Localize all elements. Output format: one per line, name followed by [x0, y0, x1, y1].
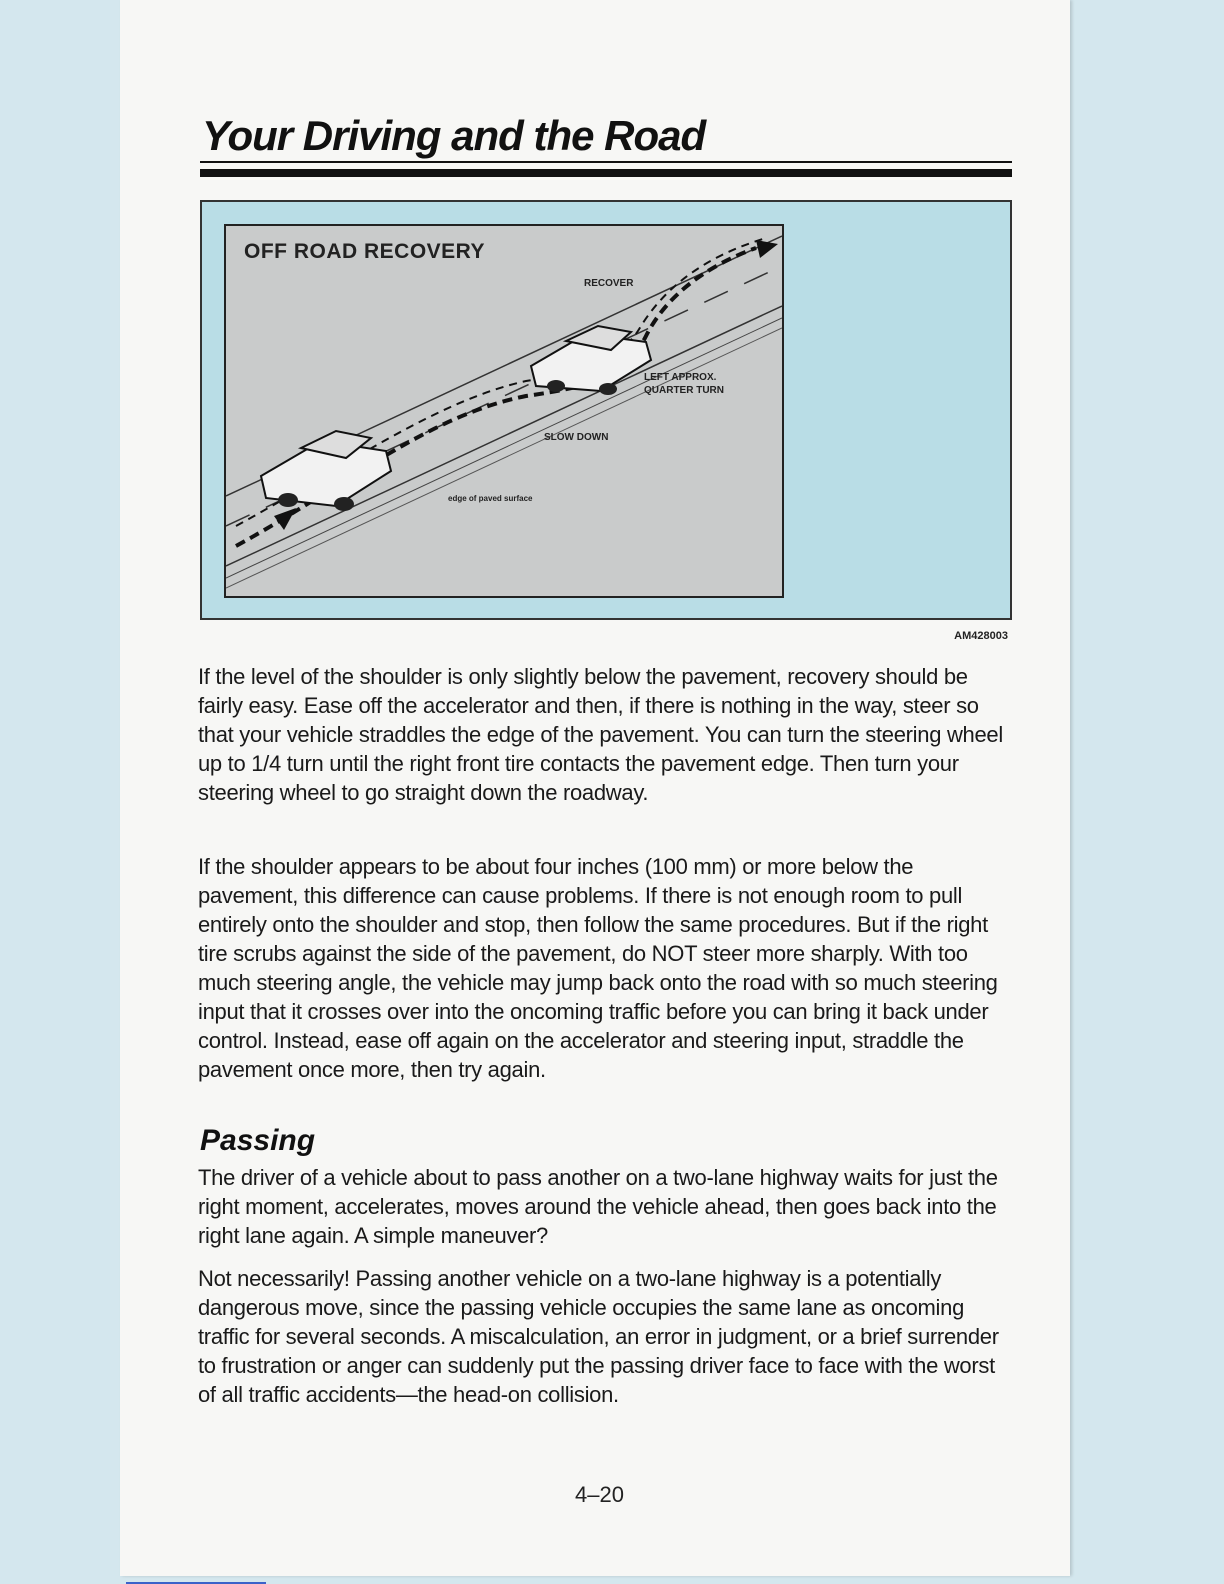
paragraph-passing-danger: Not necessarily! Passing another vehicle on a two-lane highway is a potentially dangerous move, since the passing vehicle occupies the same lane as oncoming traffic for several seconds. A miscalculation, an error in judgment, or a brief surrender to frustration or anger can suddenly put the passing driver face to face with the worst of all traffic accidents—the head-on collision. — [198, 1266, 999, 1407]
paragraph-shoulder-slight: If the level of the shoulder is only slightly below the pavement, recovery should be fairly easy. Ease off the accelerator and then, if there is nothing in the way, steer so that your vehicle straddles the edge of the pavement. You can turn the steering wheel up to 1/4 turn until the right front tire contacts the pavement edge. Then turn your steering wheel to go straight down the roadway. — [198, 664, 1003, 805]
label-edge-of-paved-surface: edge of paved surface — [448, 494, 533, 503]
title-rule-thin — [200, 161, 1012, 163]
off-road-recovery-figure — [200, 200, 1012, 620]
recover-arrowhead — [756, 240, 778, 258]
pavement-edge-line — [226, 306, 782, 566]
car-lower — [261, 431, 391, 511]
title-rule-thick — [200, 169, 1012, 177]
section-heading-passing: Passing — [200, 1124, 316, 1157]
start-arrowhead — [274, 508, 296, 530]
paragraph-passing-intro: The driver of a vehicle about to pass another on a two-lane highway waits for just the right moment, accelerates, moves around the vehicle ahead, then goes back into the right lane again. A simple maneuver? — [198, 1165, 998, 1248]
figure-heading: OFF ROAD RECOVERY — [244, 240, 486, 263]
paragraph-shoulder-deep: If the shoulder appears to be about four inches (100 mm) or more below the pavement, this difference can cause problems. If there is not enough room to pull entirely onto the shoulder and stop, then follow the same procedures. But if the right tire scrubs against the side of the pavement, do NOT steer more sharply. With too much steering angle, the vehicle may jump back onto the road with so much steering input that it crosses over into the oncoming traffic before you can bring it back under control. Instead, ease off again on the accelerator and steering input, straddle the pavement once more, then try again. — [198, 854, 998, 1082]
figure-id: AM428003 — [954, 630, 1008, 642]
label-turn-line2: QUARTER TURN — [644, 385, 724, 396]
label-slow-down: SLOW DOWN — [544, 432, 609, 443]
label-turn-line1: LEFT APPROX. — [644, 372, 717, 383]
figure-illustration — [224, 224, 784, 598]
page-title: Your Driving and the Road — [202, 112, 706, 159]
label-recover: RECOVER — [584, 278, 634, 289]
manual-page — [120, 0, 1070, 1576]
page-number: 4–20 — [575, 1482, 624, 1507]
road-illustration — [226, 226, 782, 596]
